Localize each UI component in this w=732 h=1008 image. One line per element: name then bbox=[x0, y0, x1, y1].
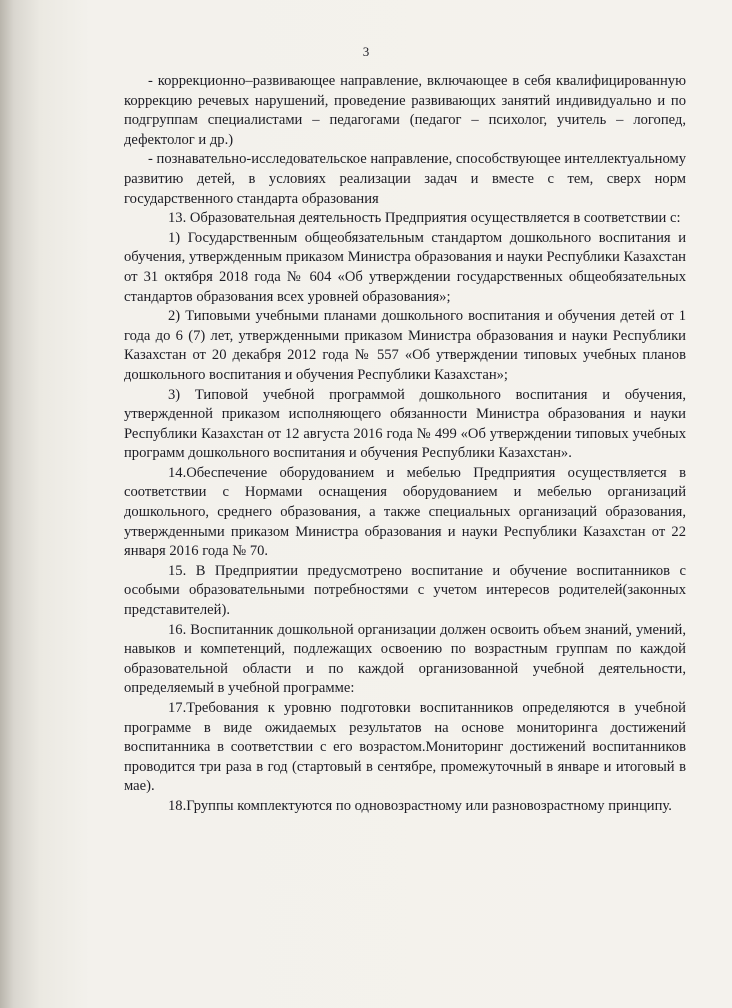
paragraph-13-item-3: 3) Типовой учебной программой дошкольного воспитания и обучения, утвержденной приказом исполняющего обязанности Министра образования и науки Республики Казахстан от 12 августа 2016 года № 499 «Об утверждении типовых учебных программ дошкольного воспитания и обучения Республики Казахстан». bbox=[124, 386, 686, 462]
paragraph-13: 13. Образовательная деятельность Предприятия осуществляется в соответствии с: bbox=[168, 210, 681, 227]
paragraph-14: 14.Обеспечение оборудованием и мебелью Предприятия осуществляется в соответствии с Нормами оснащения оборудованием и мебелью организаций дошкольного, среднего образования, а также специальных организаций образования, утвержденными приказом Министра образования и науки Республики Казахстан от 22 января 2016 года № 70. bbox=[124, 464, 686, 560]
paragraph-correction-direction: - коррекционно–развивающее направление, включающее в себя квалифицированную коррекцию речевых нарушений, проведение развивающих занятий индивидуально и по подгруппам специалистами – педагогами (педагог – психолог, учитель – логопед, дефектолог и др.) bbox=[124, 73, 686, 148]
paragraph-16: 16. Воспитанник дошкольной организации должен освоить объем знаний, умений, навыков и компетенций, подлежащих освоению по возрастным группам по каждой образовательной области и по каждой организованной учебной деятельности, определяемый в учебной программе: bbox=[124, 621, 686, 697]
paragraph-cognitive-direction: - познавательно-исследовательское направление, способствующее интеллектуальному развитию детей, в условиях реализации задач и вместе с тем, сверх норм государственного стандарта образования bbox=[124, 151, 686, 207]
paragraph-13-item-1: 1) Государственным общеобязательным стандартом дошкольного воспитания и обучения, утвержденным приказом Министра образования и науки Республики Казахстан от 31 октября 2018 года № 604 «Об утверждении государственных общеобязательных стандартов образования всех уровней образования»; bbox=[124, 229, 686, 305]
paragraph-15: 15. В Предприятии предусмотрено воспитание и обучение воспитанников с особыми образовательными потребностями с учетом интересов родителей(законных представителей). bbox=[124, 562, 686, 619]
paragraph-18: 18.Группы комплектуются по одновозрастному или разновозрастному принципу. bbox=[168, 797, 672, 814]
paragraph-13-item-2: 2) Типовыми учебными планами дошкольного воспитания и обучения детей от 1 года до 6 (7) лет, утвержденными приказом Министра образования и науки Республики Казахстан от 20 декабря 2012 года № 557 «Об утверждении типовых учебных планов дошкольного воспитания и обучения Республики Казахстан»; bbox=[124, 308, 686, 383]
page-number: 3 bbox=[362, 44, 370, 59]
paragraph-17: 17.Требования к уровню подготовки воспитанников определяются в учебной программе в виде ожидаемых результатов на основе мониторинга достижений воспитанника в соответствии с его возрастом.Мониторинг достижений воспитанников проводится три раза в год (стартовый в сентябре, промежуточный в январе и итоговый в мае). bbox=[124, 700, 686, 795]
document-body bbox=[124, 72, 686, 817]
